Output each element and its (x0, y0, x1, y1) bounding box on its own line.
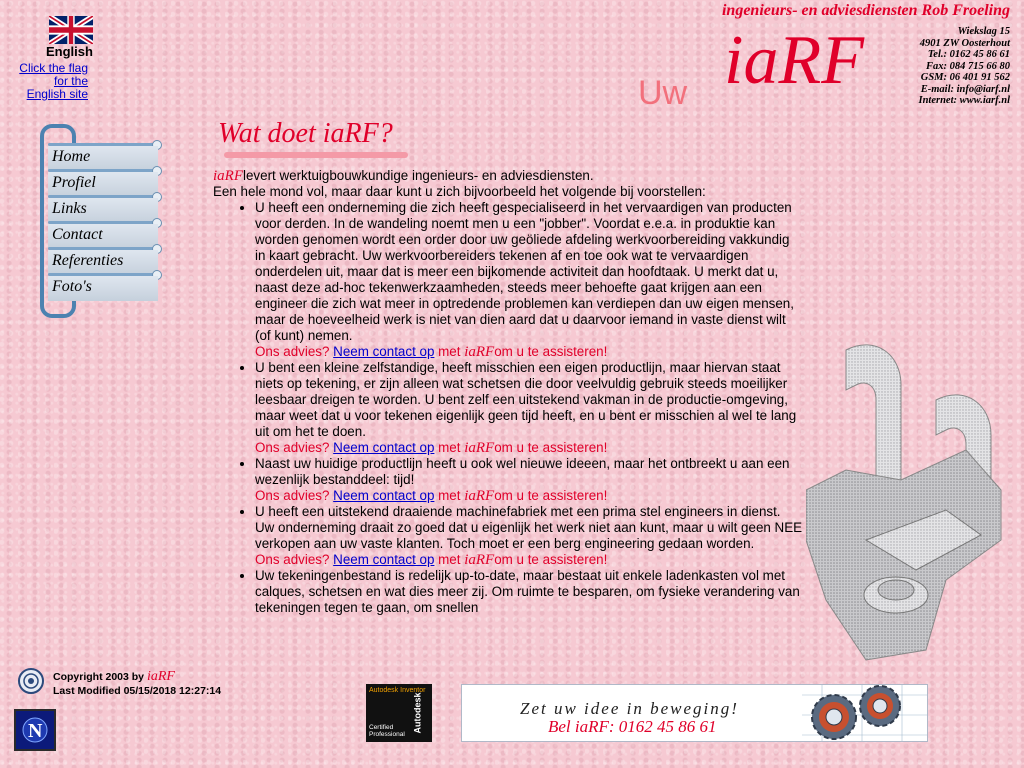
brand-inline: iaRF (464, 344, 495, 360)
copyright-line (53, 670, 221, 684)
intro-line-2: Een hele mond vol, maar daar kunt u zich bijvoorbeeld het volgende bij voorstellen: (213, 184, 706, 199)
page-title: Wat doet iaRF? (218, 118, 393, 149)
brand-inline: iaRF (213, 168, 243, 184)
english-label: English (46, 44, 93, 59)
brand-logo: iaRF (724, 22, 864, 99)
list-item-text: Uw tekeningenbestand is redelijk up-to-date, maar bestaat uit enkele ladenkasten vol met calques, schetsen en wat dies meer zij. Om ruimte te besparen, om fysieke verandering van tekeningen tegen te gaan, om snellen (255, 568, 800, 615)
banner-slogan: Zet uw idee in beweging! (520, 699, 739, 718)
nav-item-label: Profiel (52, 174, 96, 191)
title-underline (224, 152, 408, 158)
contact-link[interactable]: Neem contact op (333, 440, 435, 455)
contact-link[interactable]: Neem contact op (333, 552, 435, 567)
nav-item-label: Contact (52, 226, 103, 243)
advice-prefix: Ons advies? (255, 440, 330, 455)
banner-phone: Bel iaRF: 0162 45 86 61 (548, 717, 717, 736)
brand-uw: Uw (638, 74, 688, 112)
copyright-text: Copyright 2003 by (53, 671, 145, 683)
advice-mid: met (438, 440, 461, 455)
nav-menu (48, 146, 168, 302)
list-item (255, 360, 803, 456)
advice-line (255, 344, 607, 359)
advice-line (255, 552, 607, 567)
machine-part-image (806, 340, 1006, 670)
advice-prefix: Ons advies? (255, 488, 330, 503)
advice-prefix: Ons advies? (255, 552, 330, 567)
nav-item-fotos[interactable] (48, 276, 168, 302)
list-item-text: Naast uw huidige productlijn heeft u ook wel nieuwe ideeen, maar het ontbreekt u aan een wezenlijk bestanddeel: tijd! (255, 456, 790, 487)
address-web: Internet: www.iarf.nl (918, 95, 1010, 106)
advice-suffix: om u te assisteren! (494, 344, 608, 359)
address-phone: Tel.: 0162 45 86 61 (927, 49, 1010, 60)
advice-suffix: om u te assisteren! (494, 440, 608, 455)
promo-banner[interactable] (461, 684, 928, 742)
main-content (213, 168, 803, 664)
intro-text-1: levert werktuigbouwkundige ingenieurs- en adviesdiensten. (243, 168, 594, 183)
address-street: Wiekslag 15 (957, 26, 1010, 37)
address-fax: Fax: 084 715 66 80 (926, 60, 1010, 72)
copyright-seal-icon (18, 668, 44, 694)
address-gsm: GSM: 06 401 91 562 (920, 72, 1010, 83)
autodesk-badge-line1: Autodesk Inventor (369, 687, 426, 694)
address-email: E-mail: info@iarf.nl (920, 83, 1010, 95)
autodesk-badge-line2: Certified Professional (369, 724, 405, 738)
gears-icon (802, 685, 928, 742)
list-item-text: U heeft een uitstekend draaiende machinefabriek met een prima stel engineers in dienst. Uw onderneming draait zo goed dat u eigenlijk het werk niet aan kunt, maar u wilt geen NEE verkopen aan uw vaste klanten. Toch moet er een berg engineering gedaan worden. (255, 504, 803, 551)
advice-mid: met (438, 344, 461, 359)
service-list (213, 200, 803, 616)
advice-mid: met (438, 552, 461, 567)
brand-inline: iaRF (464, 440, 495, 456)
brand-inline: iaRF (464, 552, 495, 568)
nav-item-label: Referenties (52, 252, 124, 269)
advice-suffix: om u te assisteren! (494, 552, 608, 567)
list-item-text: U bent een kleine zelfstandige, heeft misschien een eigen productlijn, maar hiervan staat niets op tekening, er zijn alleen wat schetsen die door veelvuldig gebruik steeds moeilijker leesbaar dreigen te worden. U bent zelf een uitstekend vakman in de productie-omgeving, maar weet dat u voor tekenen eigenlijk geen tijd heeft, en u bent er misschien al wel te lang uit om het te doen. (255, 360, 797, 439)
advice-mid: met (438, 488, 461, 503)
uk-flag-icon[interactable] (49, 16, 93, 44)
advice-suffix: om u te assisteren! (494, 488, 608, 503)
brand-inline: iaRF (464, 488, 495, 504)
nav-item-label: Links (52, 200, 87, 217)
list-item-text: U heeft een onderneming die zich heeft gespecialiseerd in het vervaardigen van producten voor derden. In de wandeling noemt men u een "jobber". Voordat e.e.a. in produktie kan worden genomen wordt een order door uw geöliede afdeling werkvoorbereiding vakkundig in kaart gebracht. Uw werkvoorbereiders tekenen af en toe ook wat te vervaardigen onderdelen uit, maar dat is meer een bijkomende activiteit dan hoofdtaak. U merkt dat u, naast deze ad-hoc tekenwerkzaamheden, steeds meer behoefte gaat krijgen aan een engineer die zich wat meer in optredende problemen kan verdiepen dan uw eigen mensen, maar de hoeveelheid werk is niet van dien aard dat u daarvoor iemand in vaste dienst wilt (of kunt) nemen. (255, 200, 794, 343)
copyright-info (53, 670, 221, 698)
contact-link[interactable]: Neem contact op (333, 488, 435, 503)
advice-line (255, 440, 607, 455)
list-item (255, 504, 803, 568)
address-city: 4901 ZW Oosterhout (919, 37, 1010, 49)
english-site-link[interactable]: Click the flag for the English site (19, 61, 88, 101)
advice-prefix: Ons advies? (255, 344, 330, 359)
autodesk-badge-side: Autodesk (412, 692, 423, 734)
contact-address (900, 26, 1010, 107)
list-item (255, 568, 803, 616)
brand-inline: iaRF (146, 669, 175, 684)
contact-link[interactable]: Neem contact op (333, 344, 435, 359)
intro-line-1 (213, 168, 803, 184)
list-item (255, 456, 803, 504)
advice-line (255, 488, 607, 503)
last-modified: Last Modified 05/15/2018 12:27:14 (53, 685, 222, 697)
list-item (255, 200, 803, 360)
nav-item-label: Home (52, 148, 91, 165)
company-tagline: ingenieurs- en adviesdiensten Rob Froeling (721, 2, 1010, 19)
nav-item-label: Foto's (52, 278, 92, 295)
netscape-logo-icon[interactable] (14, 709, 56, 751)
svg-text:N: N (28, 720, 43, 742)
autodesk-certified-badge (366, 684, 432, 742)
